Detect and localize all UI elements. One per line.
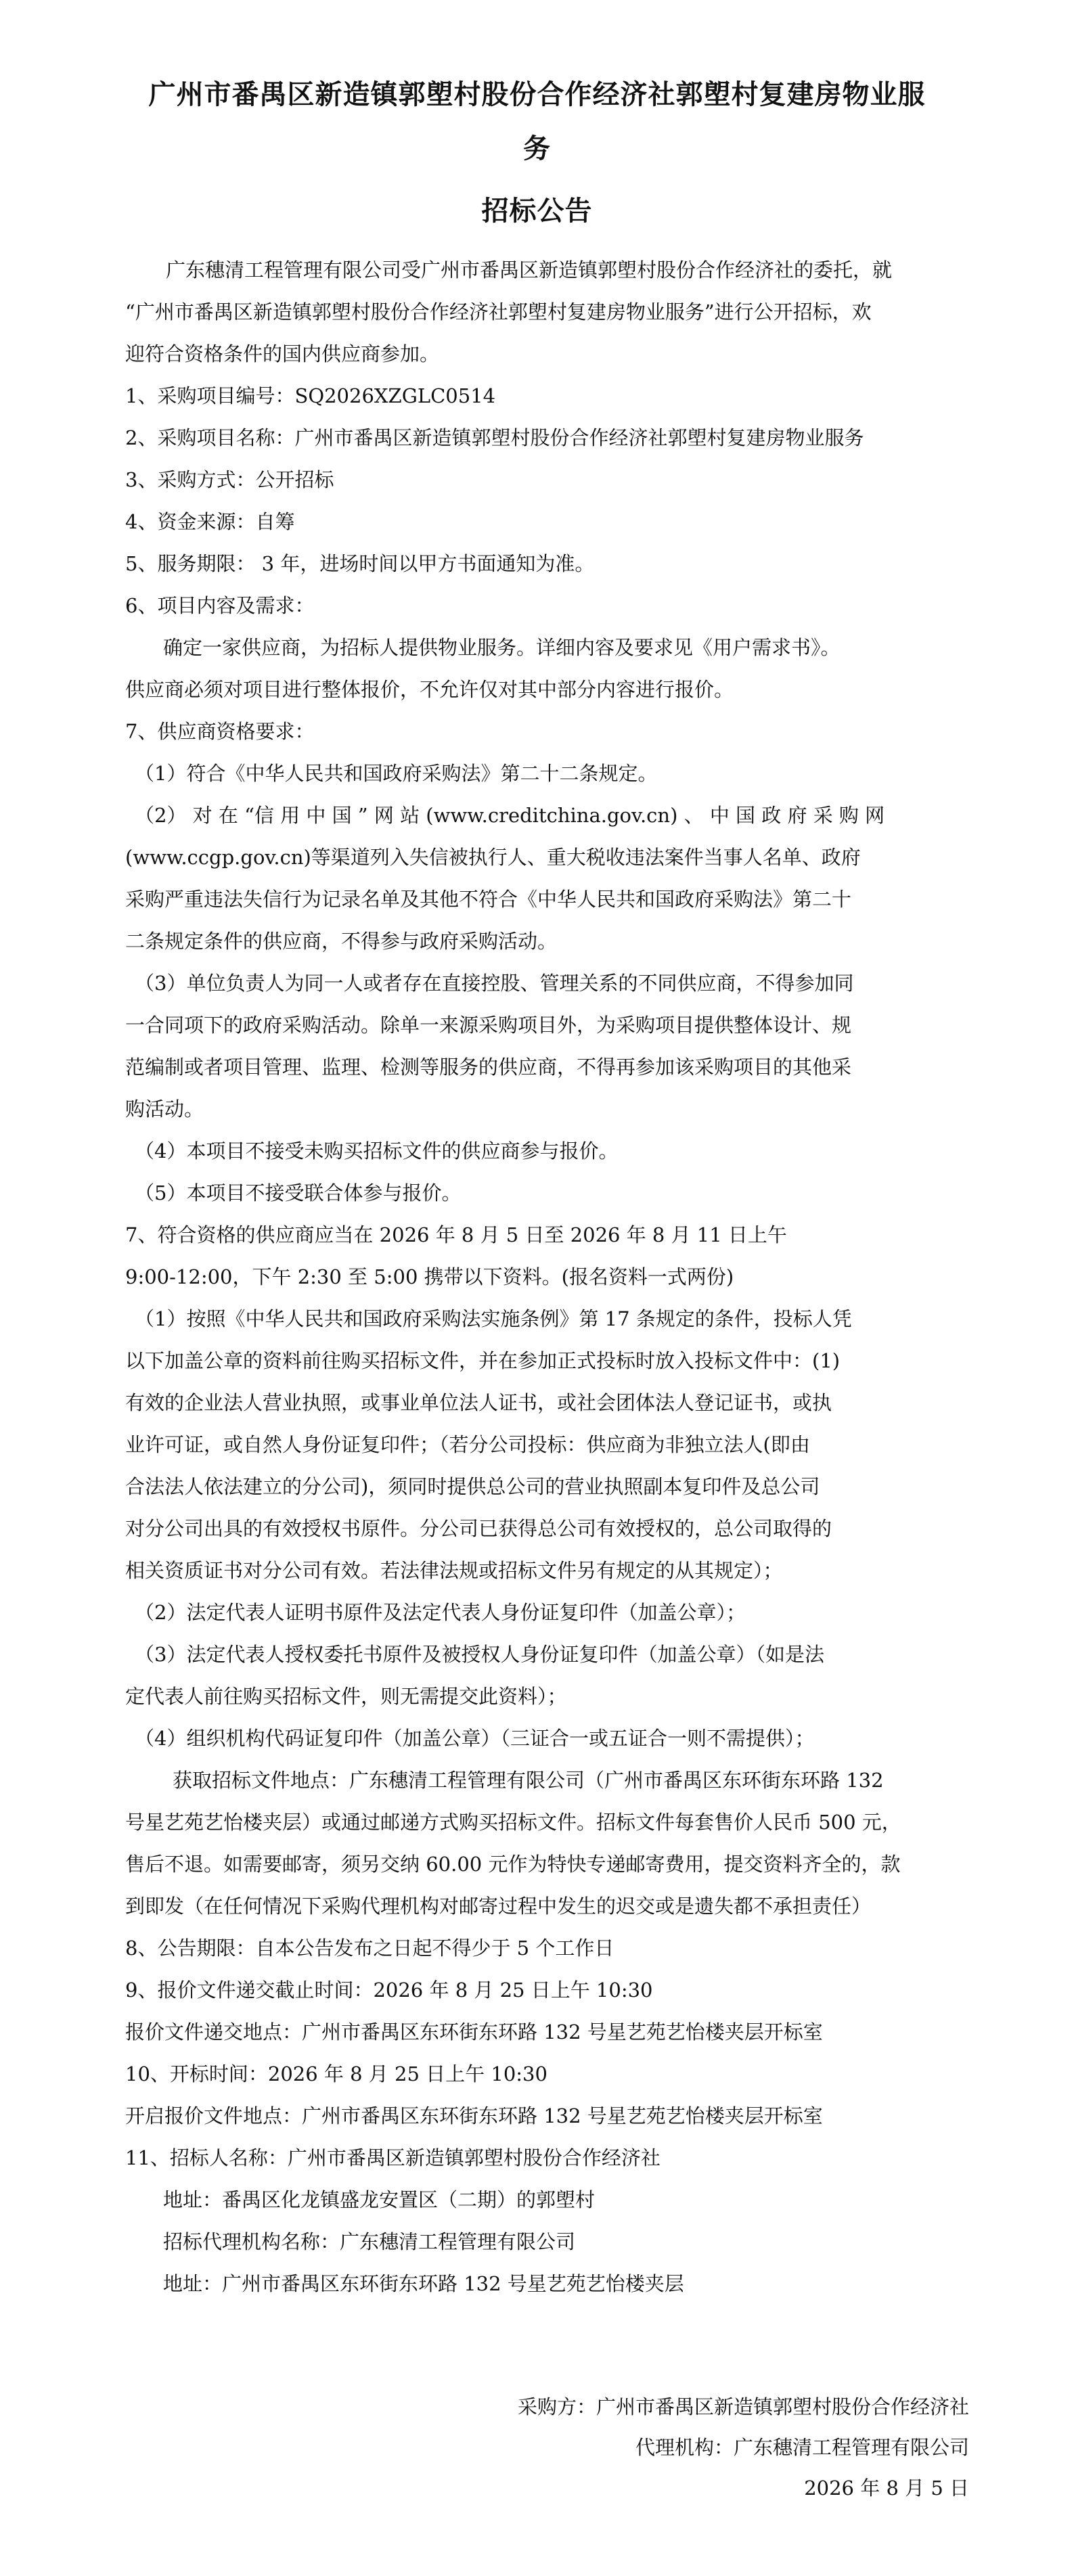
signature-block [360, 2387, 969, 2508]
text-line: 一合同项下的政府采购活动。除单一来源采购项目外，为采购项目提供整体设计、规 [125, 1014, 852, 1037]
text-line: 4、资金来源：自筹 [125, 510, 295, 533]
document-title-line-2: 务 [523, 133, 551, 164]
text-line: 6、项目内容及需求： [125, 594, 315, 617]
text-line: 广东穗清工程管理有限公司受广州市番禺区新造镇郭塱村股份合作经济社的委托，就 [166, 258, 893, 281]
text-line: （5）本项目不接受联合体参与报价。 [135, 1181, 462, 1204]
text-line: 供应商必须对项目进行整体报价，不允许仅对其中部分内容进行报价。 [125, 678, 734, 701]
text-line: （3）单位负责人为同一人或者存在直接控股、管理关系的不同供应商，不得参加同 [135, 972, 854, 995]
text-line: 1、采购项目编号：SQ2026XZGLC0514 [125, 384, 496, 407]
text-line: （4）本项目不接受未购买招标文件的供应商参与报价。 [135, 1139, 619, 1162]
agency-line: 代理机构：广东穗清工程管理有限公司 [635, 2436, 969, 2459]
text-line: 合法法人依法建立的分公司)，须同时提供总公司的营业执照副本复印件及总公司 [125, 1475, 820, 1498]
text-line: 迎符合资格条件的国内供应商参加。 [125, 342, 440, 365]
text-line: 号星艺苑艺怡楼夹层）或通过邮递方式购买招标文件。招标文件每套售价人民币 500 元， [125, 1811, 901, 1834]
text-line: 以下加盖公章的资料前往购买招标文件，并在参加正式投标时放入投标文件中：(1) [125, 1349, 841, 1372]
document-title-line-1: 广州市番禺区新造镇郭塱村股份合作经济社郭塱村复建房物业服 [148, 79, 926, 110]
text-line: 8、公告期限：自本公告发布之日起不得少于 5 个工作日 [125, 1937, 614, 1960]
text-line: （1）按照《中华人民共和国政府采购法实施条例》第 17 条规定的条件，投标人凭 [135, 1307, 852, 1330]
text-line: “广州市番禺区新造镇郭塱村股份合作经济社郭塱村复建房物业服务”进行公开招标，欢 [125, 300, 872, 323]
text-line: 7、供应商资格要求： [125, 720, 315, 743]
text-line: 招标代理机构名称：广东穗清工程管理有限公司 [163, 2230, 576, 2253]
text-line: 范编制或者项目管理、监理、检测等服务的供应商，不得再参加该采购项目的其他采 [125, 1056, 852, 1079]
text-line: 确定一家供应商，为招标人提供物业服务。详细内容及要求见《用户需求书》。 [163, 636, 841, 659]
text-line: 2、采购项目名称：广州市番禺区新造镇郭塱村股份合作经济社郭塱村复建房物业服务 [125, 426, 864, 449]
text-line: 地址：番禺区化龙镇盛龙安置区（二期）的郭塱村 [163, 2188, 596, 2211]
text-line: 7、符合资格的供应商应当在 2026 年 8 月 5 日至 2026 年 8 月 11 日上午 [125, 1223, 787, 1246]
text-line: （3）法定代表人授权委托书原件及被授权人身份证复印件（加盖公章）（如是法 [135, 1643, 824, 1666]
text-line: 9、报价文件递交截止时间：2026 年 8 月 25 日上午 10:30 [125, 1979, 653, 2002]
text-line: 对分公司出具的有效授权书原件。分公司已获得总公司有效授权的，总公司取得的 [125, 1517, 832, 1540]
text-line: （2） 对 在 “信 用 中 国 ” 网 站 (www.creditchina.gov.cn) 、 中 国 政 府 采 购 网 [135, 804, 885, 827]
text-line: 3、采购方式：公开招标 [125, 468, 334, 491]
text-line: 11、招标人名称：广州市番禺区新造镇郭塱村股份合作经济社 [125, 2146, 661, 2169]
text-line: 采购严重违法失信行为记录名单及其他不符合《中华人民共和国政府采购法》第二十 [125, 888, 852, 911]
text-line: (www.ccgp.gov.cn)等渠道列入失信被执行人、重大税收违法案件当事人名单、政府 [125, 846, 861, 869]
announcement-body [125, 249, 968, 2305]
text-line: 10、开标时间：2026 年 8 月 25 日上午 10:30 [125, 2062, 547, 2085]
text-line: 有效的企业法人营业执照，或事业单位法人证书，或社会团体法人登记证书，或执 [125, 1391, 832, 1414]
text-line: 定代表人前往购买招标文件，则无需提交此资料）； [125, 1685, 567, 1708]
text-line: （4）组织机构代码证复印件（加盖公章）（三证合一或五证合一则不需提供）； [135, 1727, 815, 1750]
text-line: 报价文件递交地点：广州市番禺区东环街东环路 132 号星艺苑艺怡楼夹层开标室 [125, 2020, 823, 2043]
text-line: 售后不退。如需要邮寄，须另交纳 60.00 元作为特快专递邮寄费用，提交资料齐全的，款 [125, 1853, 901, 1876]
text-line: 开启报价文件地点：广州市番禺区东环街东环路 132 号星艺苑艺怡楼夹层开标室 [125, 2104, 823, 2127]
text-line: 购活动。 [125, 1098, 204, 1121]
text-line: 地址：广州市番禺区东环街东环路 132 号星艺苑艺怡楼夹层 [163, 2272, 684, 2295]
purchaser-line: 采购方：广州市番禺区新造镇郭塱村股份合作经济社 [517, 2395, 969, 2418]
text-line: 获取招标文件地点：广东穗清工程管理有限公司（广州市番禺区东环街东环路 132 [173, 1769, 884, 1792]
date-line: 2026 年 8 月 5 日 [804, 2477, 969, 2500]
text-line: 到即发（在任何情况下采购代理机构对邮寄过程中发生的迟交或是遗失都不承担责任） [125, 1895, 872, 1918]
text-line: （2）法定代表人证明书原件及法定代表人身份证复印件（加盖公章）； [135, 1601, 746, 1624]
text-line: （1）符合《中华人民共和国政府采购法》第二十二条规定。 [135, 762, 658, 785]
text-line: 相关资质证书对分公司有效。若法律法规或招标文件另有规定的从其规定）； [125, 1559, 783, 1582]
text-line: 5、服务期限： 3 年，进场时间以甲方书面通知为准。 [125, 552, 595, 575]
text-line: 业许可证，或自然人身份证复印件；（若分公司投标：供应商为非独立法人(即由 [125, 1433, 810, 1456]
text-line: 二条规定条件的供应商，不得参与政府采购活动。 [125, 930, 558, 953]
text-line: 9:00-12:00，下午 2:30 至 5:00 携带以下资料。(报名资料一式两份) [125, 1265, 734, 1288]
document-subtitle: 招标公告 [481, 196, 593, 227]
